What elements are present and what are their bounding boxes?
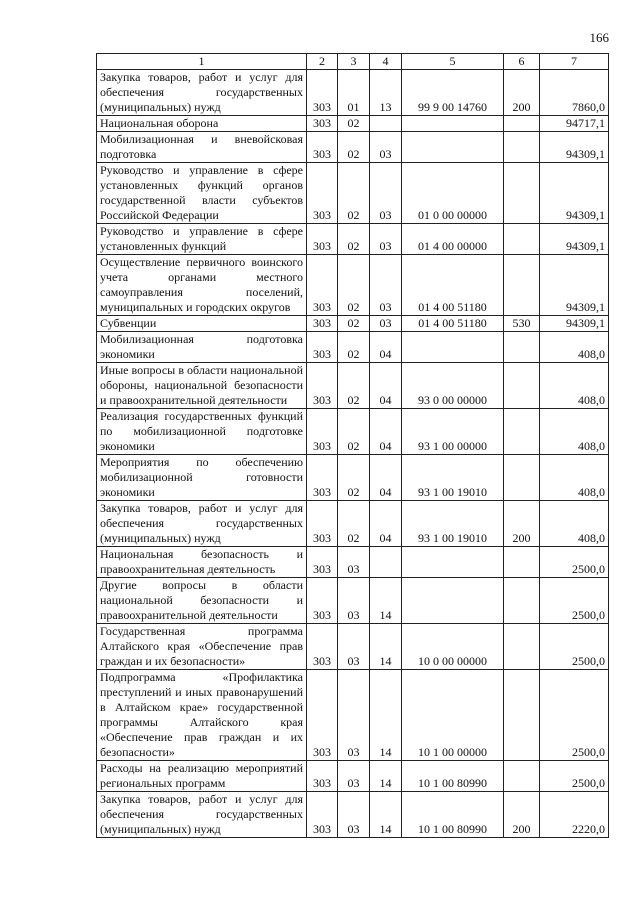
page-number: 166	[589, 30, 609, 45]
target-article-cell: 01 4 00 51180	[402, 255, 504, 316]
section-code-cell: 02	[338, 224, 370, 255]
table-row	[97, 224, 609, 255]
subsection-code-cell: 04	[370, 455, 402, 501]
table-row	[97, 255, 609, 316]
amount-cell: 94717,1	[540, 116, 609, 132]
expense-type-cell: 200	[504, 792, 540, 838]
ministry-code-cell: 303	[307, 409, 338, 455]
subsection-code-cell	[370, 547, 402, 578]
ministry-code-cell: 303	[307, 70, 338, 116]
header-cell: 5	[402, 54, 504, 70]
section-code-cell: 02	[338, 363, 370, 409]
table-row	[97, 624, 609, 670]
section-code-cell: 03	[338, 761, 370, 792]
subsection-code-cell: 03	[370, 224, 402, 255]
subsection-code-cell: 04	[370, 332, 402, 363]
amount-cell: 2500,0	[540, 578, 609, 624]
target-article-cell	[402, 116, 504, 132]
subsection-code-cell: 14	[370, 578, 402, 624]
ministry-code-cell: 303	[307, 792, 338, 838]
section-code-cell: 03	[338, 624, 370, 670]
ministry-code-cell: 303	[307, 578, 338, 624]
ministry-code-cell: 303	[307, 116, 338, 132]
section-code-cell: 02	[338, 501, 370, 547]
section-code-cell: 03	[338, 670, 370, 761]
header-cell: 1	[97, 54, 307, 70]
table-row	[97, 70, 609, 116]
row-name-cell: Руководство и управление в сфере установленных функций	[97, 224, 307, 255]
subsection-code-cell: 03	[370, 316, 402, 332]
subsection-code-cell: 14	[370, 792, 402, 838]
row-name-cell: Национальная оборона	[97, 116, 307, 132]
target-article-cell: 10 1 00 00000	[402, 670, 504, 761]
expense-type-cell: 200	[504, 501, 540, 547]
amount-cell: 7860,0	[540, 70, 609, 116]
table-row	[97, 163, 609, 224]
section-code-cell: 02	[338, 455, 370, 501]
header-cell: 2	[307, 54, 338, 70]
subsection-code-cell: 03	[370, 163, 402, 224]
section-code-cell: 02	[338, 163, 370, 224]
section-code-cell: 02	[338, 409, 370, 455]
ministry-code-cell: 303	[307, 224, 338, 255]
section-code-cell: 02	[338, 316, 370, 332]
expense-type-cell	[504, 224, 540, 255]
table-row	[97, 409, 609, 455]
ministry-code-cell: 303	[307, 455, 338, 501]
subsection-code-cell: 14	[370, 761, 402, 792]
expense-type-cell	[504, 363, 540, 409]
ministry-code-cell: 303	[307, 132, 338, 163]
row-name-cell: Закупка товаров, работ и услуг для обеспечения государственных (муниципальных) нужд	[97, 792, 307, 838]
subsection-code-cell: 04	[370, 501, 402, 547]
table-row	[97, 670, 609, 761]
row-name-cell: Мероприятия по обеспечению мобилизационной готовности экономики	[97, 455, 307, 501]
row-name-cell: Руководство и управление в сфере установленных функций органов государственной власти субъектов Российской Федерации	[97, 163, 307, 224]
amount-cell: 408,0	[540, 409, 609, 455]
ministry-code-cell: 303	[307, 670, 338, 761]
amount-cell: 2500,0	[540, 761, 609, 792]
table-row	[97, 363, 609, 409]
table-row	[97, 316, 609, 332]
expense-type-cell	[504, 255, 540, 316]
amount-cell: 94309,1	[540, 163, 609, 224]
section-code-cell: 02	[338, 132, 370, 163]
target-article-cell: 93 1 00 19010	[402, 501, 504, 547]
expense-type-cell: 200	[504, 70, 540, 116]
budget-table	[96, 53, 609, 838]
amount-cell: 2500,0	[540, 670, 609, 761]
target-article-cell	[402, 132, 504, 163]
expense-type-cell	[504, 163, 540, 224]
amount-cell: 408,0	[540, 363, 609, 409]
target-article-cell: 10 0 00 00000	[402, 624, 504, 670]
table-row	[97, 578, 609, 624]
ministry-code-cell: 303	[307, 255, 338, 316]
expense-type-cell	[504, 116, 540, 132]
expense-type-cell: 530	[504, 316, 540, 332]
amount-cell: 408,0	[540, 455, 609, 501]
ministry-code-cell: 303	[307, 316, 338, 332]
amount-cell: 408,0	[540, 332, 609, 363]
table-row	[97, 332, 609, 363]
target-article-cell	[402, 547, 504, 578]
target-article-cell: 01 4 00 51180	[402, 316, 504, 332]
section-code-cell: 02	[338, 116, 370, 132]
header-cell: 7	[540, 54, 609, 70]
amount-cell: 94309,1	[540, 132, 609, 163]
row-name-cell: Осуществление первичного воинского учета органами местного самоуправления поселений, муниципальных и городских округов	[97, 255, 307, 316]
table-row	[97, 547, 609, 578]
ministry-code-cell: 303	[307, 501, 338, 547]
target-article-cell: 93 1 00 19010	[402, 455, 504, 501]
subsection-code-cell: 04	[370, 409, 402, 455]
amount-cell: 94309,1	[540, 224, 609, 255]
amount-cell: 94309,1	[540, 316, 609, 332]
ministry-code-cell: 303	[307, 332, 338, 363]
row-name-cell: Подпрограмма «Профилактика преступлений и иных правонарушений в Алтайском крае» государственной программы Алтайского края «Обеспечение прав граждан и их безопасности»	[97, 670, 307, 761]
ministry-code-cell: 303	[307, 761, 338, 792]
amount-cell: 2220,0	[540, 792, 609, 838]
target-article-cell: 93 0 00 00000	[402, 363, 504, 409]
row-name-cell: Мобилизационная и вневойсковая подготовка	[97, 132, 307, 163]
row-name-cell: Закупка товаров, работ и услуг для обеспечения государственных (муниципальных) нужд	[97, 70, 307, 116]
table-row	[97, 761, 609, 792]
subsection-code-cell: 13	[370, 70, 402, 116]
section-code-cell: 01	[338, 70, 370, 116]
table-row	[97, 132, 609, 163]
subsection-code-cell	[370, 116, 402, 132]
row-name-cell: Закупка товаров, работ и услуг для обеспечения государственных (муниципальных) нужд	[97, 501, 307, 547]
table-row	[97, 792, 609, 838]
ministry-code-cell: 303	[307, 547, 338, 578]
ministry-code-cell: 303	[307, 363, 338, 409]
expense-type-cell	[504, 455, 540, 501]
header-cell: 6	[504, 54, 540, 70]
subsection-code-cell: 14	[370, 624, 402, 670]
amount-cell: 94309,1	[540, 255, 609, 316]
table-row	[97, 501, 609, 547]
expense-type-cell	[504, 409, 540, 455]
target-article-cell	[402, 578, 504, 624]
section-code-cell: 03	[338, 792, 370, 838]
expense-type-cell	[504, 578, 540, 624]
header-cell: 3	[338, 54, 370, 70]
target-article-cell: 01 4 00 00000	[402, 224, 504, 255]
target-article-cell: 01 0 00 00000	[402, 163, 504, 224]
subsection-code-cell: 04	[370, 363, 402, 409]
target-article-cell	[402, 332, 504, 363]
row-name-cell: Мобилизационная подготовка экономики	[97, 332, 307, 363]
ministry-code-cell: 303	[307, 624, 338, 670]
target-article-cell: 10 1 00 80990	[402, 761, 504, 792]
section-code-cell: 03	[338, 578, 370, 624]
table-row	[97, 455, 609, 501]
section-code-cell: 02	[338, 332, 370, 363]
row-name-cell: Государственная программа Алтайского края «Обеспечение прав граждан и их безопасности»	[97, 624, 307, 670]
row-name-cell: Национальная безопасность и правоохранительная деятельность	[97, 547, 307, 578]
expense-type-cell	[504, 132, 540, 163]
row-name-cell: Расходы на реализацию мероприятий региональных программ	[97, 761, 307, 792]
header-row	[97, 54, 609, 70]
header-cell: 4	[370, 54, 402, 70]
ministry-code-cell: 303	[307, 163, 338, 224]
target-article-cell: 10 1 00 80990	[402, 792, 504, 838]
row-name-cell: Иные вопросы в области национальной обороны, национальной безопасности и правоохранительной деятельности	[97, 363, 307, 409]
expense-type-cell	[504, 670, 540, 761]
row-name-cell: Реализация государственных функций по мобилизационной подготовке экономики	[97, 409, 307, 455]
row-name-cell: Другие вопросы в области национальной безопасности и правоохранительной деятельности	[97, 578, 307, 624]
section-code-cell: 03	[338, 547, 370, 578]
amount-cell: 408,0	[540, 501, 609, 547]
expense-type-cell	[504, 332, 540, 363]
section-code-cell: 02	[338, 255, 370, 316]
expense-type-cell	[504, 624, 540, 670]
row-name-cell: Субвенции	[97, 316, 307, 332]
amount-cell: 2500,0	[540, 624, 609, 670]
subsection-code-cell: 14	[370, 670, 402, 761]
subsection-code-cell: 03	[370, 255, 402, 316]
expense-type-cell	[504, 761, 540, 792]
expense-type-cell	[504, 547, 540, 578]
target-article-cell: 93 1 00 00000	[402, 409, 504, 455]
amount-cell: 2500,0	[540, 547, 609, 578]
subsection-code-cell: 03	[370, 132, 402, 163]
table-row	[97, 116, 609, 132]
target-article-cell: 99 9 00 14760	[402, 70, 504, 116]
